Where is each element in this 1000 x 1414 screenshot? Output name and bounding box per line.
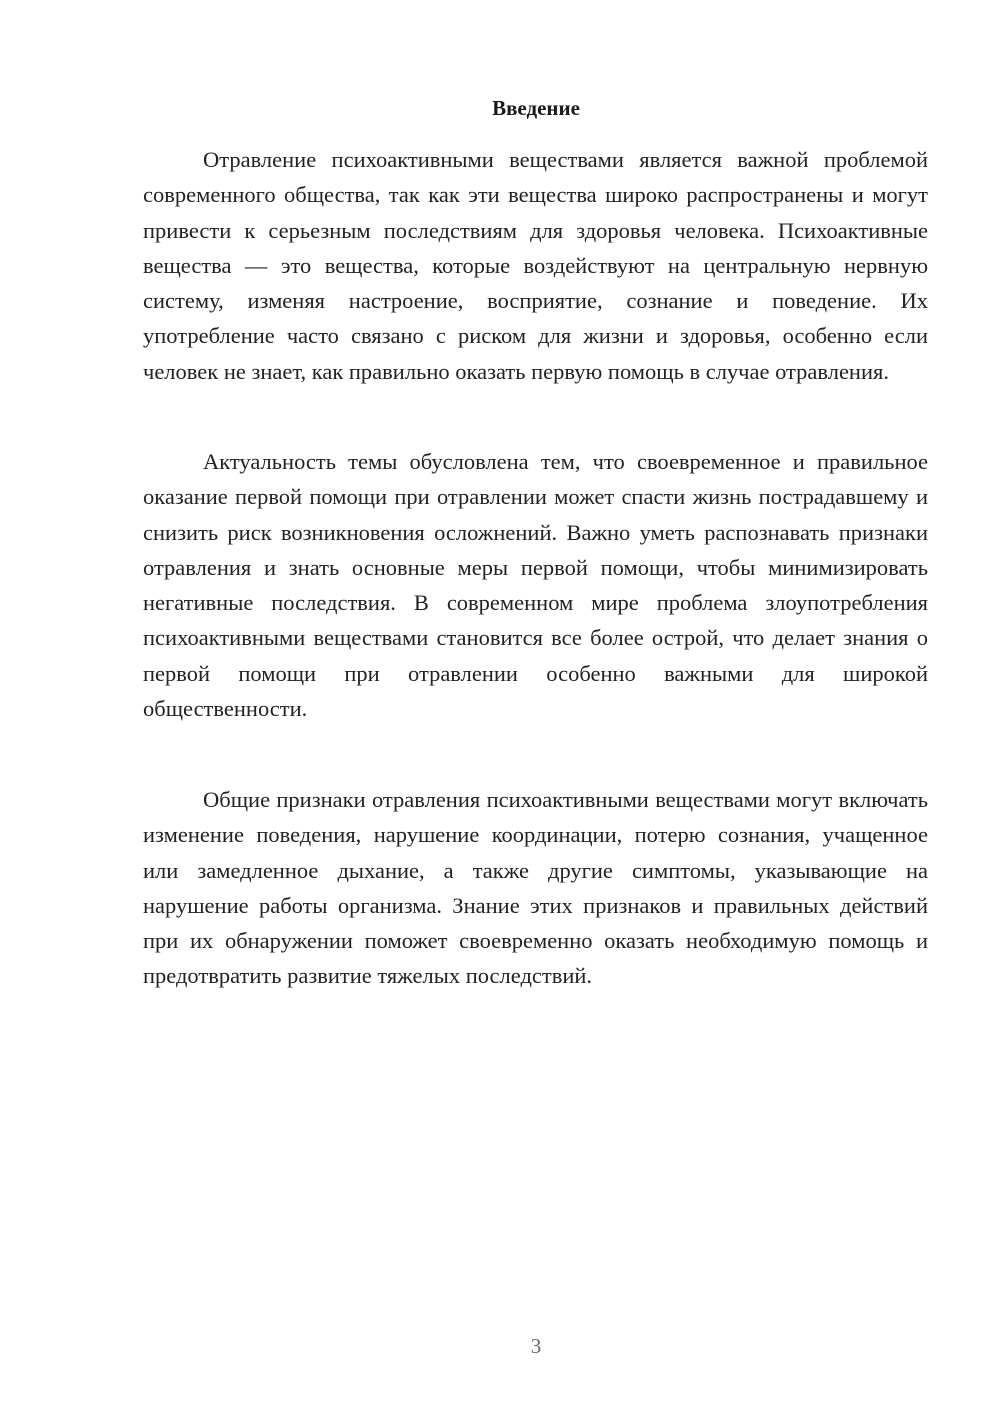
- paragraph-relevance: Актуальность темы обусловлена тем, что своевременное и правильное оказание первой помощи при отравлении может спасти жизнь пострадавшему и снизить риск возникновения осложнений. Важно уметь распознавать признаки отравления и знать основные меры первой помощи, чтобы минимизировать негативные последствия. В современном мире проблема злоупотребления психоактивными веществами становится все более острой, что делает знания о первой помощи при отравлении особенно важными для широкой общественности.: [143, 449, 928, 722]
- paragraph-signs: Общие признаки отравления психоактивными веществами могут включать изменение поведения, нарушение координации, потерю сознания, учащенное или замедленное дыхание, а также другие симптомы, указывающие на нарушение работы организма. Знание этих признаков и правильных действий при их обнаружении поможет своевременно оказать необходимую помощь и предотвратить развитие тяжелых последствий.: [143, 787, 928, 989]
- section-heading: Введение: [492, 96, 580, 120]
- paragraph-introduction: Отравление психоактивными веществами является важной проблемой современного общества, так как эти вещества широко распространены и могут привести к серьезным последствиям для здоровья человека. Психоактивные вещества — это вещества, которые воздействуют на центральную нервную систему, изменяя настроение, восприятие, сознание и поведение. Их употребление часто связано с риском для жизни и здоровья, особенно если человек не знает, как правильно оказать первую помощь в случае отравления.: [143, 147, 928, 384]
- page-number: 3: [530, 1334, 542, 1358]
